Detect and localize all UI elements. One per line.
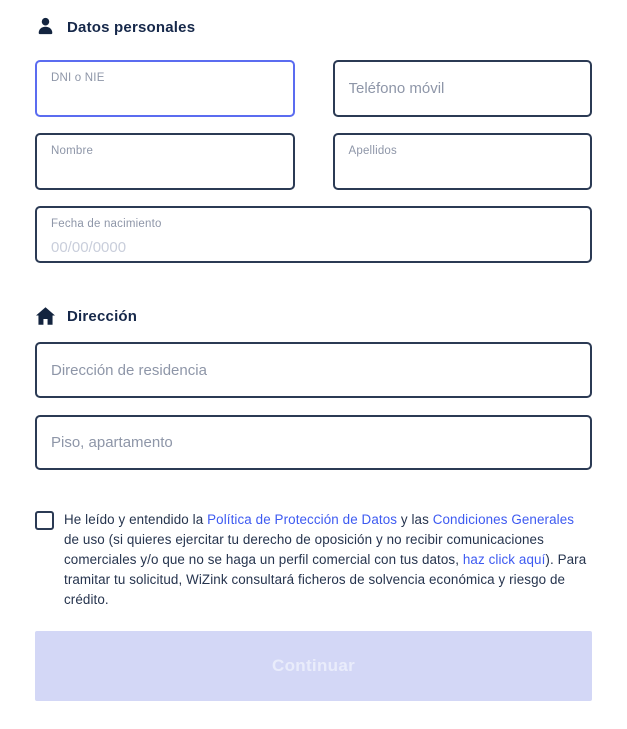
personal-data-header [35,14,592,40]
personal-fields-grid [35,60,592,190]
first-name-input[interactable] [37,158,293,188]
continue-button[interactable]: Continuar [35,631,592,701]
opt-out-link[interactable]: haz click aquí [462,552,546,567]
phone-input[interactable] [335,62,591,115]
phone-field-container [333,60,593,117]
section-address [35,303,592,470]
birth-date-field-container [35,206,592,263]
section-personal-data [35,14,592,263]
general-conditions-link[interactable]: Condiciones Generales [432,512,575,527]
legal-text-segment: de uso (si quieres ejercitar tu derecho de oposición y no recibir comunicaciones comerciales y/o que no se haga un perfil comercial con tus datos, [64,532,544,567]
last-name-field-label: Apellidos [348,145,397,157]
person-icon [35,16,55,38]
consent-legal-text [64,510,592,610]
apartment-field-container [35,415,592,470]
dni-field-label: DNI o NIE [51,72,105,84]
address-header [35,303,592,329]
dni-field-container [35,60,295,117]
residence-input[interactable] [37,344,590,396]
first-name-field-container [35,133,295,190]
dni-input[interactable] [37,85,293,115]
consent-checkbox[interactable] [35,511,54,530]
consent-row [35,510,592,610]
home-icon [35,305,55,327]
last-name-input[interactable] [335,158,591,188]
birth-date-field-label: Fecha de nacimiento [51,218,162,230]
last-name-field-container [333,133,593,190]
legal-text-segment: ). Para tramitar tu solicitud, WiZink consultará ficheros de solvencia económica y riesgo de crédito. [64,552,587,607]
residence-field-container [35,342,592,398]
section-title-personal: Datos personales [67,18,196,36]
section-title-address: Dirección [67,307,138,325]
privacy-policy-link[interactable]: Política de Protección de Datos [207,512,398,527]
legal-text-segment: y las [397,512,433,527]
apartment-input[interactable] [37,417,590,468]
birth-date-input[interactable] [37,231,590,261]
first-name-field-label: Nombre [51,145,94,157]
legal-text-segment: He leído y entendido la [64,512,208,527]
